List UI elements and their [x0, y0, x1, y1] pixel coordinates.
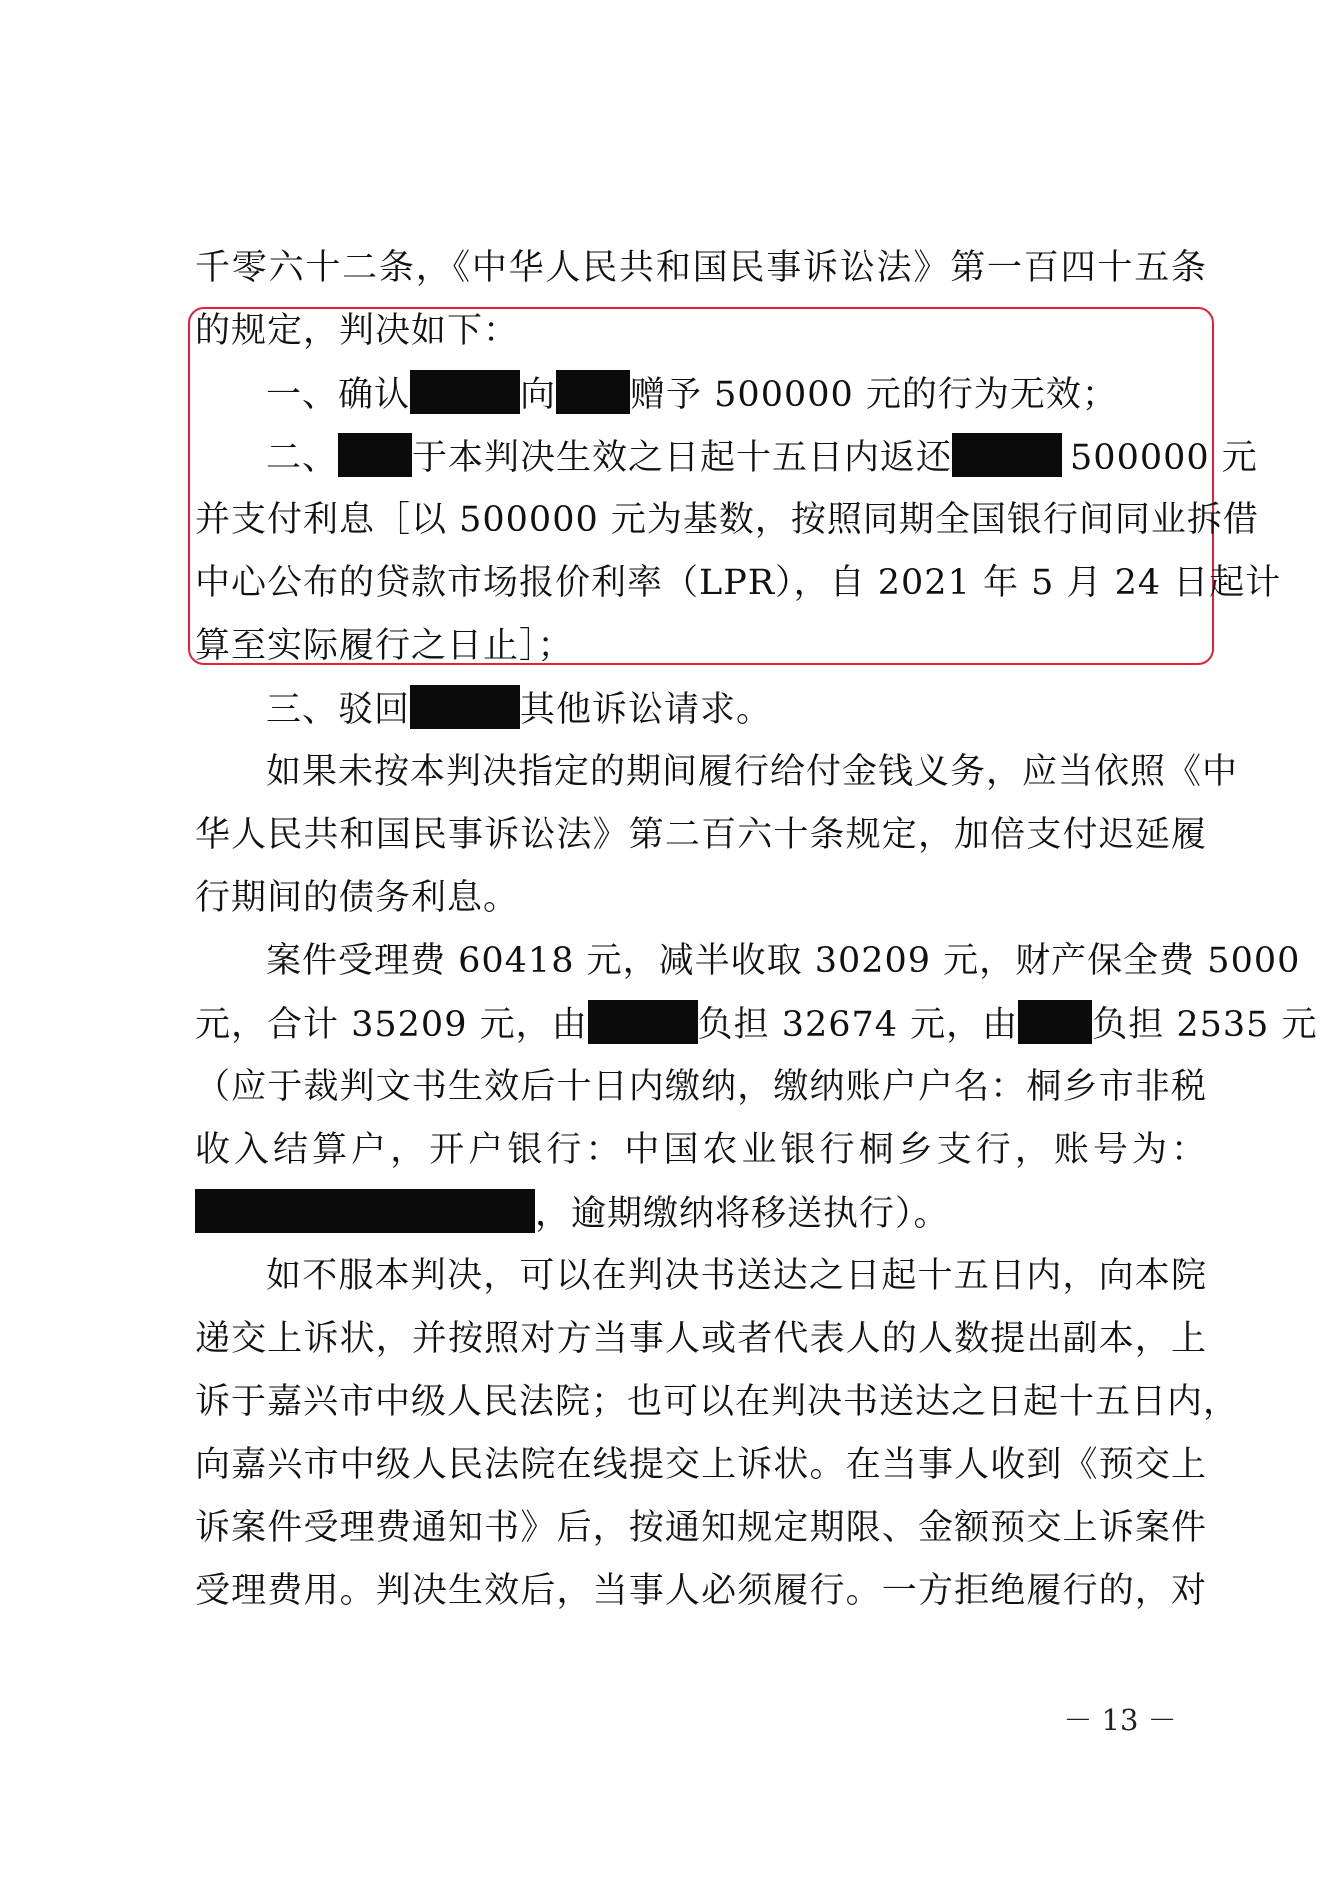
text-segment: 如果未按本判决指定的期间履行给付金钱义务，应当依照《中 — [266, 752, 1239, 792]
text-segment: ，逾期缴纳将移送执行）。 — [535, 1194, 950, 1234]
text-segment: （应于裁判文书生效后十日内缴纳，缴纳账户户名：桐乡市非税 — [195, 1067, 1207, 1107]
text-segment: 递交上诉状，并按照对方当事人或者代表人的人数提出副本，上 — [195, 1319, 1207, 1359]
page-number: － 13 － — [1063, 1703, 1177, 1737]
text-line — [195, 370, 1207, 418]
redaction-block — [410, 370, 520, 414]
text-segment: 诉案件受理费通知书》后，按通知规定期限、金额预交上诉案件 — [195, 1508, 1207, 1548]
text-line — [195, 1378, 1240, 1426]
text-segment: 诉于嘉兴市中级人民法院；也可以在判决书送达之日起十五日内， — [195, 1382, 1240, 1422]
text-line — [195, 1252, 1207, 1300]
text-segment: 负担 2535 元 — [1092, 1005, 1318, 1045]
text-line — [195, 496, 1259, 544]
text-line — [195, 1063, 1207, 1111]
text-segment: 案件受理费 60418 元，减半收取 30209 元，财产保全费 5000 — [266, 941, 1301, 981]
text-segment: 算至实际履行之日止］； — [195, 626, 574, 666]
text-segment: 如不服本判决，可以在判决书送达之日起十五日内，向本院 — [266, 1256, 1207, 1296]
redaction-block — [556, 370, 630, 414]
text-segment: 中心公布的贷款市场报价利率（LPR），自 2021 年 5 月 24 日起计 — [195, 563, 1282, 603]
text-line — [195, 559, 1282, 607]
text-segment: 500000 元 — [1070, 438, 1258, 478]
highlight-box — [188, 307, 1214, 665]
text-segment: 于本判决生效之日起十五日内返还 — [412, 438, 953, 478]
text-segment: 的规定，判决如下： — [195, 311, 520, 351]
text-segment: 受理费用。判决生效后，当事人必须履行。一方拒绝履行的，对 — [195, 1571, 1207, 1611]
text-line — [195, 748, 1239, 796]
text-line — [195, 937, 1301, 985]
text-line — [195, 811, 1207, 859]
text-segment: 向嘉兴市中级人民法院在线提交上诉状。在当事人收到《预交上 — [195, 1445, 1207, 1485]
redaction-block — [1018, 1000, 1092, 1044]
text-line — [195, 307, 1207, 355]
text-segment: 负担 32674 元，由 — [697, 1005, 1019, 1045]
redaction-block — [410, 685, 520, 729]
text-segment: 并支付利息［以 500000 元为基数，按照同期全国银行间同业拆借 — [195, 500, 1259, 540]
text-line — [195, 622, 1207, 670]
text-line — [195, 244, 1207, 292]
text-segment: 元，合计 35209 元，由 — [195, 1005, 588, 1045]
text-line — [195, 874, 1207, 922]
text-segment: 千零六十二条，《中华人民共和国民事诉讼法》第一百四十五条 — [195, 248, 1207, 288]
text-segment: 二、 — [266, 438, 339, 478]
redaction-block — [952, 433, 1062, 477]
text-line — [195, 1126, 1207, 1174]
text-line — [195, 1315, 1207, 1363]
text-segment: 华人民共和国民事诉讼法》第二百六十条规定，加倍支付迟延履 — [195, 815, 1207, 855]
text-segment: 一、确认 — [266, 375, 411, 415]
text-line — [195, 433, 1258, 481]
text-segment: 其他诉讼请求。 — [520, 690, 773, 730]
text-line — [195, 1441, 1207, 1489]
text-segment: 收入结算户，开户银行：中国农业银行桐乡支行，账号为： — [195, 1130, 1207, 1170]
redaction-block — [338, 433, 412, 477]
text-line — [195, 1189, 1207, 1237]
text-segment: 行期间的债务利息。 — [195, 878, 520, 918]
text-line — [195, 1567, 1207, 1615]
text-segment: 向 — [520, 375, 557, 415]
text-segment: 赠予 500000 元的行为无效； — [630, 375, 1118, 415]
text-line — [195, 685, 1207, 733]
redaction-block — [195, 1189, 535, 1233]
text-segment: 三、驳回 — [266, 690, 411, 730]
text-line — [195, 1000, 1318, 1048]
redaction-block — [588, 1000, 698, 1044]
text-line — [195, 1504, 1207, 1552]
